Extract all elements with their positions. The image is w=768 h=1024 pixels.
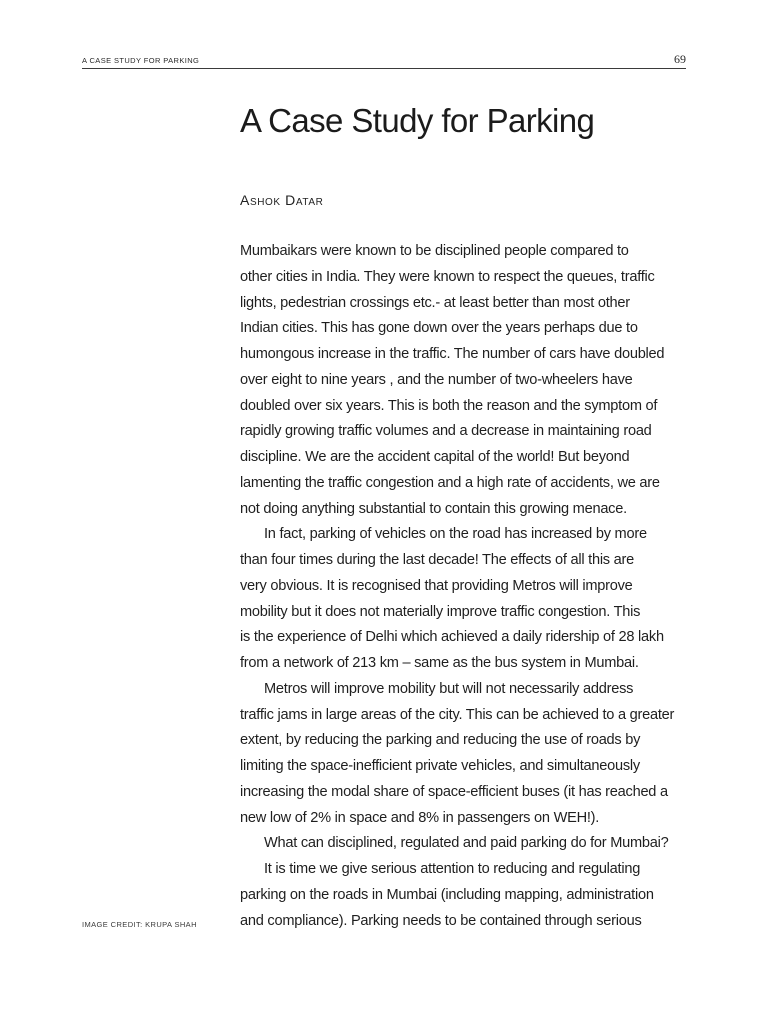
body-line: over eight to nine years , and the number of two-wheelers have <box>240 371 633 388</box>
body-line: other cities in India. They were known to respect the queues, traffic <box>240 268 655 285</box>
body-line: very obvious. It is recognised that providing Metros will improve <box>240 577 633 594</box>
body-line: Metros will improve mobility but will not necessarily address <box>264 680 634 697</box>
body-line: doubled over six years. This is both the reason and the symptom of <box>240 397 658 414</box>
page-number: 69 <box>674 52 686 66</box>
body-line: lamenting the traffic congestion and a high rate of accidents, we are <box>240 474 660 491</box>
body-line: mobility but it does not materially improve traffic congestion. This <box>240 603 641 620</box>
author-name: Ashok Datar <box>240 192 324 208</box>
body-line: than four times during the last decade! The effects of all this are <box>240 552 635 568</box>
body-line: increasing the modal share of space-efficient buses (it has reached a <box>240 783 668 800</box>
body-line: extent, by reducing the parking and reducing the use of roads by <box>240 732 641 749</box>
running-title: A CASE STUDY FOR PARKING <box>82 56 200 65</box>
body-line: not doing anything substantial to contain this growing menace. <box>240 500 627 517</box>
body-line: parking on the roads in Mumbai (including mapping, administration <box>240 886 654 903</box>
body-line: In fact, parking of vehicles on the road has increased by more <box>264 526 647 543</box>
running-header <box>82 54 686 69</box>
body-line: from a network of 213 km – same as the bus system in Mumbai. <box>240 655 639 671</box>
body-line: discipline. We are the accident capital of the world! But beyond <box>240 449 630 465</box>
body-line: What can disciplined, regulated and paid parking do for Mumbai? <box>264 835 669 852</box>
image-credit: IMAGE CREDIT: KRUPA SHAH <box>82 920 197 929</box>
body-line: It is time we give serious attention to reducing and regulating <box>264 861 641 877</box>
body-line: limiting the space-inefficient private vehicles, and simultaneously <box>240 758 640 774</box>
body-line: lights, pedestrian crossings etc.- at least better than most other <box>240 294 630 311</box>
body-line: Indian cities. This has gone down over the years perhaps due to <box>240 320 638 337</box>
body-line: Mumbaikars were known to be disciplined people compared to <box>240 243 629 259</box>
body-line: humongous increase in the traffic. The number of cars have doubled <box>240 346 665 362</box>
body-line: new low of 2% in space and 8% in passengers on WEH!). <box>240 809 600 826</box>
body-line: rapidly growing traffic volumes and a decrease in maintaining road <box>240 423 652 440</box>
body-line: and compliance). Parking needs to be contained through serious <box>240 912 642 929</box>
article-body <box>240 239 704 934</box>
body-line: traffic jams in large areas of the city. This can be achieved to a greater <box>240 706 675 723</box>
body-line: is the experience of Delhi which achieved a daily ridership of 28 lakh <box>240 629 664 646</box>
article-title: A Case Study for Parking <box>240 102 595 139</box>
